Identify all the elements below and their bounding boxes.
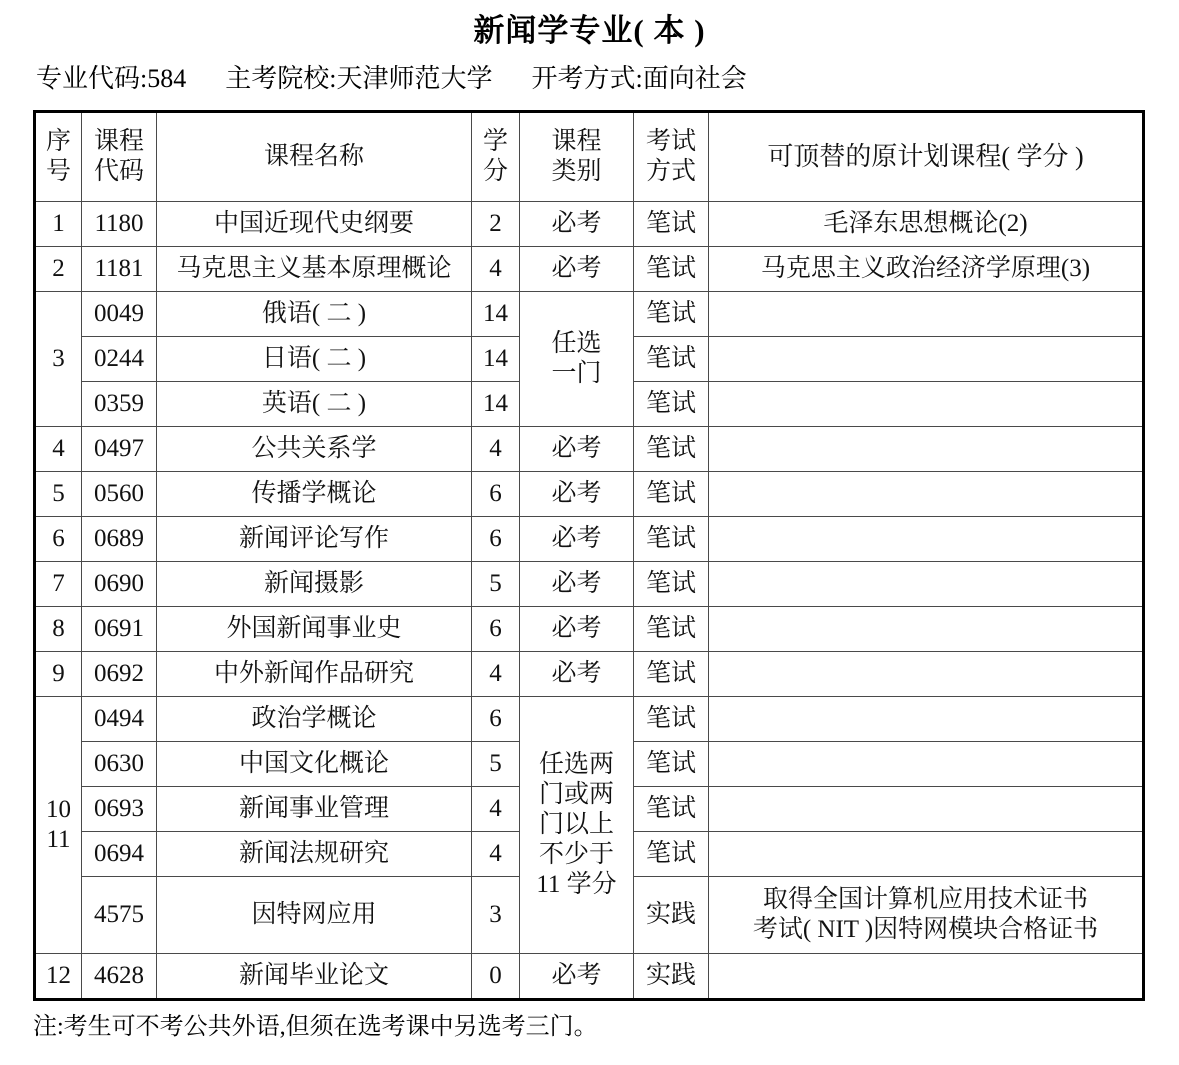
table-row bbox=[35, 607, 1144, 652]
header-credits-line-2: 分 bbox=[482, 158, 508, 185]
cell-seq: 9 bbox=[35, 652, 82, 697]
cell-exam-mode: 笔试 bbox=[634, 202, 709, 247]
cell-category-group-line-1: 任选两 bbox=[538, 751, 614, 778]
cell-credits: 0 bbox=[472, 954, 520, 1000]
cell-substitute bbox=[709, 742, 1144, 787]
cell-category-group-line-3: 门以上 bbox=[538, 811, 614, 838]
cell-credits: 14 bbox=[472, 292, 520, 337]
cell-credits: 4 bbox=[472, 247, 520, 292]
cell-credits: 2 bbox=[472, 202, 520, 247]
cell-category-group-line-4: 不少于 bbox=[538, 841, 614, 868]
header-code bbox=[82, 112, 157, 202]
cell-course-name: 中国文化概论 bbox=[157, 742, 472, 787]
cell-course-name: 马克思主义基本原理概论 bbox=[157, 247, 472, 292]
cell-code: 0359 bbox=[82, 382, 157, 427]
cell-exam-mode: 笔试 bbox=[634, 562, 709, 607]
cell-seq-group-line-1: 3 bbox=[52, 345, 65, 372]
cell-exam-mode: 实践 bbox=[634, 954, 709, 1000]
cell-exam-mode: 笔试 bbox=[634, 247, 709, 292]
cell-seq: 4 bbox=[35, 427, 82, 472]
cell-seq: 1 bbox=[35, 202, 82, 247]
header-credits-line-1: 学 bbox=[482, 128, 508, 155]
cell-course-name: 新闻法规研究 bbox=[157, 832, 472, 877]
table-header-row bbox=[35, 112, 1144, 202]
header-substitute-text: 可顶替的原计划课程( 学分 ) bbox=[767, 141, 1084, 171]
header-seq bbox=[35, 112, 82, 202]
cell-exam-mode: 笔试 bbox=[634, 517, 709, 562]
cell-category-group-line-2: 一门 bbox=[551, 360, 602, 387]
header-exam-line-2: 方式 bbox=[645, 158, 696, 185]
cell-course-name: 新闻摄影 bbox=[157, 562, 472, 607]
cell-code: 1181 bbox=[82, 247, 157, 292]
cell-credits: 6 bbox=[472, 607, 520, 652]
cell-substitute bbox=[709, 337, 1144, 382]
cell-course-name: 日语( 二 ) bbox=[157, 337, 472, 382]
header-substitute bbox=[709, 112, 1144, 202]
cell-exam-mode: 笔试 bbox=[634, 382, 709, 427]
header-credits bbox=[472, 112, 520, 202]
table-row bbox=[35, 562, 1144, 607]
document-meta-line bbox=[0, 50, 1179, 96]
cell-substitute bbox=[709, 562, 1144, 607]
cell-course-name: 因特网应用 bbox=[157, 877, 472, 954]
table-row bbox=[35, 954, 1144, 1000]
course-plan-table-wrapper bbox=[0, 96, 1179, 1001]
cell-category: 必考 bbox=[520, 427, 634, 472]
cell-seq-group bbox=[35, 697, 82, 954]
cell-substitute: 马克思主义政治经济学原理(3) bbox=[709, 247, 1144, 292]
cell-category-group bbox=[520, 292, 634, 427]
cell-category: 必考 bbox=[520, 247, 634, 292]
cell-substitute bbox=[709, 382, 1144, 427]
cell-credits: 4 bbox=[472, 832, 520, 877]
cell-exam-mode: 笔试 bbox=[634, 652, 709, 697]
header-category bbox=[520, 112, 634, 202]
cell-exam-mode: 笔试 bbox=[634, 742, 709, 787]
cell-course-name: 公共关系学 bbox=[157, 427, 472, 472]
header-exam-line-1: 考试 bbox=[645, 128, 696, 155]
major-code-value: 584 bbox=[147, 64, 187, 93]
cell-exam-mode: 笔试 bbox=[634, 337, 709, 382]
table-row bbox=[35, 517, 1144, 562]
major-code-label: 专业代码: bbox=[36, 64, 148, 93]
cell-category: 必考 bbox=[520, 562, 634, 607]
cell-code: 1180 bbox=[82, 202, 157, 247]
cell-credits: 6 bbox=[472, 472, 520, 517]
cell-substitute: 毛泽东思想概论(2) bbox=[709, 202, 1144, 247]
cell-category: 必考 bbox=[520, 607, 634, 652]
cell-credits: 6 bbox=[472, 697, 520, 742]
cell-code: 0244 bbox=[82, 337, 157, 382]
table-row bbox=[35, 472, 1144, 517]
host-school-label: 主考院校: bbox=[225, 64, 337, 93]
table-row bbox=[35, 652, 1144, 697]
cell-code: 0689 bbox=[82, 517, 157, 562]
cell-course-name: 新闻毕业论文 bbox=[157, 954, 472, 1000]
cell-substitute bbox=[709, 954, 1144, 1000]
header-seq-line-1: 序 bbox=[45, 128, 71, 155]
cell-category: 必考 bbox=[520, 472, 634, 517]
cell-substitute bbox=[709, 787, 1144, 832]
cell-substitute bbox=[709, 697, 1144, 742]
cell-code: 0691 bbox=[82, 607, 157, 652]
cell-credits: 5 bbox=[472, 742, 520, 787]
exam-mode-value: 面向社会 bbox=[642, 64, 747, 93]
cell-course-name: 外国新闻事业史 bbox=[157, 607, 472, 652]
cell-category-group-line-5: 11 学分 bbox=[536, 871, 617, 898]
cell-substitute-line-2: 考试( NIT )因特网模块合格证书 bbox=[752, 916, 1099, 943]
cell-code: 0049 bbox=[82, 292, 157, 337]
cell-category: 必考 bbox=[520, 652, 634, 697]
cell-course-name: 俄语( 二 ) bbox=[157, 292, 472, 337]
table-body bbox=[35, 202, 1144, 1000]
header-exam bbox=[634, 112, 709, 202]
cell-code: 0692 bbox=[82, 652, 157, 697]
cell-course-name: 新闻事业管理 bbox=[157, 787, 472, 832]
cell-credits: 14 bbox=[472, 337, 520, 382]
header-name: 课程名称 bbox=[157, 112, 472, 202]
cell-credits: 5 bbox=[472, 562, 520, 607]
header-category-line-1: 课程 bbox=[551, 128, 602, 155]
cell-seq: 2 bbox=[35, 247, 82, 292]
cell-substitute bbox=[709, 877, 1144, 954]
cell-substitute bbox=[709, 607, 1144, 652]
cell-credits: 4 bbox=[472, 787, 520, 832]
cell-seq: 7 bbox=[35, 562, 82, 607]
cell-seq-group bbox=[35, 292, 82, 427]
exam-mode-label: 开考方式: bbox=[531, 64, 643, 93]
header-code-line-1: 课程 bbox=[93, 128, 144, 155]
cell-credits: 3 bbox=[472, 877, 520, 954]
cell-code: 4628 bbox=[82, 954, 157, 1000]
cell-category: 必考 bbox=[520, 954, 634, 1000]
cell-exam-mode: 笔试 bbox=[634, 832, 709, 877]
cell-seq: 5 bbox=[35, 472, 82, 517]
table-header bbox=[35, 112, 1144, 202]
cell-substitute bbox=[709, 472, 1144, 517]
cell-credits: 4 bbox=[472, 427, 520, 472]
cell-code: 0693 bbox=[82, 787, 157, 832]
page-title: 新闻学专业( 本 ) bbox=[473, 13, 706, 48]
cell-substitute bbox=[709, 427, 1144, 472]
cell-substitute bbox=[709, 832, 1144, 877]
cell-code: 0497 bbox=[82, 427, 157, 472]
cell-code: 0560 bbox=[82, 472, 157, 517]
cell-credits: 14 bbox=[472, 382, 520, 427]
header-seq-line-2: 号 bbox=[45, 158, 71, 185]
cell-exam-mode: 笔试 bbox=[634, 427, 709, 472]
cell-course-name: 新闻评论写作 bbox=[157, 517, 472, 562]
cell-course-name: 英语( 二 ) bbox=[157, 382, 472, 427]
cell-course-name: 传播学概论 bbox=[157, 472, 472, 517]
cell-exam-mode: 笔试 bbox=[634, 292, 709, 337]
cell-seq: 12 bbox=[35, 954, 82, 1000]
cell-course-name: 中外新闻作品研究 bbox=[157, 652, 472, 697]
cell-course-name: 政治学概论 bbox=[157, 697, 472, 742]
cell-substitute-line-1: 取得全国计算机应用技术证书 bbox=[762, 886, 1088, 913]
cell-substitute bbox=[709, 292, 1144, 337]
cell-category-group bbox=[520, 697, 634, 954]
header-category-line-2: 类别 bbox=[551, 158, 602, 185]
table-row bbox=[35, 247, 1144, 292]
cell-category-group-line-1: 任选 bbox=[551, 330, 602, 357]
cell-category: 必考 bbox=[520, 202, 634, 247]
header-code-line-2: 代码 bbox=[93, 158, 144, 185]
cell-code: 4575 bbox=[82, 877, 157, 954]
cell-exam-mode: 笔试 bbox=[634, 787, 709, 832]
cell-course-name: 中国近现代史纲要 bbox=[157, 202, 472, 247]
cell-seq: 6 bbox=[35, 517, 82, 562]
cell-exam-mode: 笔试 bbox=[634, 472, 709, 517]
cell-credits: 4 bbox=[472, 652, 520, 697]
cell-code: 0494 bbox=[82, 697, 157, 742]
cell-seq-group-line-2: 11 bbox=[46, 826, 71, 853]
cell-substitute bbox=[709, 652, 1144, 697]
cell-credits: 6 bbox=[472, 517, 520, 562]
table-footnote: 注:考生可不考公共外语,但须在选考课中另选考三门。 bbox=[33, 1014, 598, 1040]
cell-code: 0630 bbox=[82, 742, 157, 787]
cell-seq: 8 bbox=[35, 607, 82, 652]
cell-code: 0690 bbox=[82, 562, 157, 607]
cell-seq-group-line-1: 10 bbox=[46, 796, 71, 823]
cell-code: 0694 bbox=[82, 832, 157, 877]
table-row bbox=[35, 427, 1144, 472]
table-row bbox=[35, 697, 1144, 742]
cell-exam-mode: 实践 bbox=[634, 877, 709, 954]
table-row bbox=[35, 292, 1144, 337]
cell-substitute bbox=[709, 517, 1144, 562]
cell-exam-mode: 笔试 bbox=[634, 607, 709, 652]
table-row bbox=[35, 202, 1144, 247]
cell-exam-mode: 笔试 bbox=[634, 697, 709, 742]
cell-category: 必考 bbox=[520, 517, 634, 562]
course-plan-table bbox=[33, 110, 1145, 1001]
cell-category-group-line-2: 门或两 bbox=[538, 781, 614, 808]
host-school-value: 天津师范大学 bbox=[336, 64, 493, 93]
